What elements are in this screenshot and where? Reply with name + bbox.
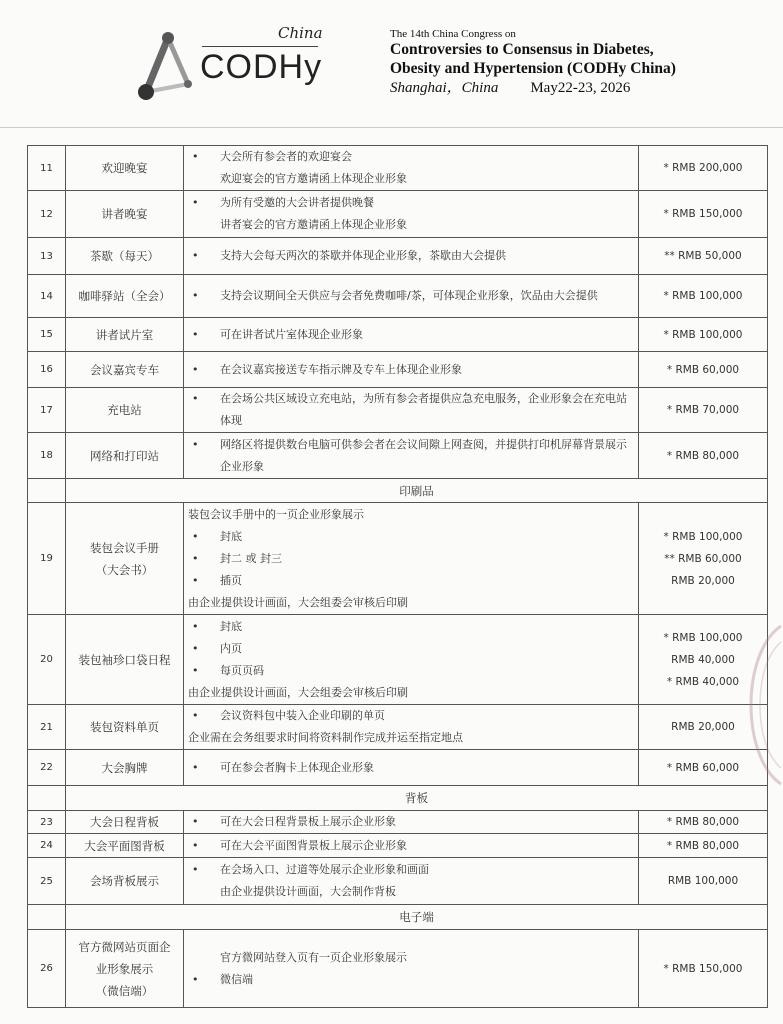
bullet-icon: •: [192, 760, 199, 774]
section-title: 背板: [66, 786, 768, 811]
bullet-icon: •: [192, 362, 199, 376]
bullet-icon: •: [192, 663, 199, 677]
item-name: 咖啡驿站（全会）: [78, 289, 171, 303]
item-price: * RMB 150,000: [663, 208, 743, 220]
description-line: [188, 324, 634, 346]
section-title: 印刷品: [66, 479, 768, 503]
description-text: 由企业提供设计画面，大会组委会审核后印刷: [188, 595, 408, 609]
item-description-cell: [184, 834, 639, 858]
item-price: * RMB 100,000: [663, 530, 743, 543]
empty-cell: [28, 905, 66, 930]
item-name-cell: [66, 615, 184, 705]
item-description-cell: [184, 433, 639, 479]
codhy-logo: [138, 24, 338, 104]
description-text: 封底: [220, 529, 242, 543]
item-number: 22: [28, 750, 66, 786]
description-text: 内页: [220, 641, 242, 655]
official-stamp: [748, 620, 782, 790]
description-line: [188, 881, 634, 903]
table-row: [28, 811, 768, 834]
description-line: [188, 192, 634, 214]
item-name-cell: [66, 750, 184, 786]
item-price-cell: [639, 238, 768, 275]
item-price: * RMB 40,000: [666, 675, 740, 688]
item-number: 11: [28, 146, 66, 191]
header-divider: [0, 127, 783, 128]
description-text: 支持大会每天两次的茶歇并体现企业形象，茶歇由大会提供: [220, 249, 506, 262]
bullet-icon: •: [192, 972, 199, 986]
item-name: 茶歇（每天）: [90, 249, 159, 263]
bullet-icon: •: [192, 150, 199, 163]
description-line: [188, 168, 634, 190]
item-number: 17: [28, 388, 66, 433]
description-line: [188, 660, 634, 682]
description-line: [188, 757, 634, 779]
item-number: 16: [28, 352, 66, 388]
description-text: 官方微网站登入页有一页企业形象展示: [220, 950, 407, 964]
item-description-cell: [184, 811, 639, 834]
item-number: 23: [28, 811, 66, 834]
item-description-cell: [184, 705, 639, 750]
item-price-cell: [639, 352, 768, 388]
item-description-cell: [184, 503, 639, 615]
description-line: [188, 214, 634, 236]
bullet-icon: •: [192, 619, 199, 633]
description-text: 每页页码: [220, 663, 264, 677]
description-text: 在会场入口、过道等处展示企业形象和画面: [220, 863, 429, 876]
item-description-cell: [184, 352, 639, 388]
item-price: * RMB 100,000: [663, 631, 743, 644]
table-row: [28, 433, 768, 479]
item-name: （微信端）: [95, 983, 154, 998]
item-price-cell: [639, 858, 768, 905]
bullet-icon: •: [192, 641, 199, 655]
description-text: 由企业提供设计画面，大会组委会审核后印刷: [188, 685, 408, 699]
bullet-icon: •: [192, 815, 199, 828]
item-price: * RMB 80,000: [666, 816, 740, 828]
item-number: 14: [28, 275, 66, 318]
bullet-icon: •: [192, 249, 199, 262]
item-price: * RMB 80,000: [666, 839, 740, 852]
description-text: 支持会议期间全天供应与会者免费咖啡/茶，可体现企业形象，饮品由大会提供: [220, 289, 598, 302]
section-row: [28, 786, 768, 811]
table-row: [28, 834, 768, 858]
item-name: 讲者晚宴: [101, 207, 148, 221]
item-price: * RMB 70,000: [666, 404, 740, 416]
description-text: 可在大会日程背景板上展示企业形象: [220, 815, 396, 828]
item-description-cell: [184, 146, 639, 191]
item-number: 25: [28, 858, 66, 905]
description-text: 可在大会平面图背景板上展示企业形象: [220, 838, 407, 852]
item-price: * RMB 60,000: [666, 761, 740, 774]
item-description-cell: [184, 318, 639, 352]
item-price: ** RMB 50,000: [664, 250, 742, 262]
item-name: 大会平面图背板: [84, 838, 165, 853]
item-name-cell: [66, 318, 184, 352]
item-name: 业形象展示: [95, 961, 154, 976]
section-title: 电子端: [66, 905, 768, 930]
table-row: [28, 705, 768, 750]
description-line: [188, 682, 634, 704]
item-name: 会场背板展示: [90, 874, 159, 888]
table-row: [28, 930, 768, 1008]
bullet-icon: •: [192, 863, 199, 876]
conference-title-line1: Controversies to Consensus in Diabetes,: [390, 41, 654, 58]
bullet-icon: •: [192, 529, 199, 543]
description-text: 在会场公共区域设立充电站，为所有参会者提供应急充电服务，企业形象会在充电站体现: [220, 392, 627, 427]
table-row: [28, 615, 768, 705]
description-text: 会议资料包中装入企业印刷的单页: [220, 709, 385, 722]
item-name-cell: [66, 834, 184, 858]
item-price-cell: [639, 191, 768, 238]
item-description-cell: [184, 191, 639, 238]
table-row: [28, 503, 768, 615]
item-name-cell: [66, 811, 184, 834]
item-number: 13: [28, 238, 66, 275]
description-text: 封二 或 封三: [220, 551, 282, 565]
item-price: RMB 20,000: [671, 574, 735, 587]
item-name-cell: [66, 858, 184, 905]
description-line: [188, 835, 634, 857]
item-description-cell: [184, 238, 639, 275]
bullet-icon: •: [192, 709, 199, 722]
item-name: 网络和打印站: [90, 448, 159, 463]
item-price: * RMB 200,000: [663, 162, 743, 174]
table-row: [28, 352, 768, 388]
description-line: [188, 969, 634, 991]
item-price: * RMB 80,000: [666, 449, 740, 462]
description-line: [188, 548, 634, 570]
item-price-cell: [639, 388, 768, 433]
conference-edition: The 14th China Congress on: [390, 28, 516, 40]
description-line: [188, 388, 634, 432]
description-line: [188, 245, 634, 267]
empty-cell: [28, 786, 66, 811]
item-description-cell: [184, 615, 639, 705]
description-text: 可在讲者试片室体现企业形象: [220, 327, 363, 341]
sponsorship-table: [27, 145, 768, 1008]
description-line: [188, 616, 634, 638]
item-price-cell: [639, 834, 768, 858]
item-price-cell: [639, 318, 768, 352]
description-line: [188, 727, 634, 749]
description-text: 大会所有参会者的欢迎宴会: [220, 150, 352, 163]
item-price-cell: [639, 503, 768, 615]
section-row: [28, 905, 768, 930]
description-text: 网络区将提供数台电脑可供参会者在会议间隙上网查阅，并提供打印机屏幕背景展示企业形象: [220, 437, 627, 473]
table-row: [28, 146, 768, 191]
description-line: [188, 947, 634, 969]
item-name: （大会书）: [95, 562, 154, 577]
conference-date: May22-23, 2026: [530, 80, 631, 96]
description-text: 在会议嘉宾接送专车指示牌及专车上体现企业形象: [220, 362, 462, 376]
conference-location: Shanghai，China: [390, 80, 499, 96]
item-name: 装包会议手册: [90, 540, 159, 555]
description-line: [188, 859, 634, 881]
item-name-cell: [66, 146, 184, 191]
item-number: 21: [28, 705, 66, 750]
item-description-cell: [184, 858, 639, 905]
description-text: 可在参会者胸卡上体现企业形象: [220, 760, 374, 774]
item-price-cell: [639, 146, 768, 191]
bullet-icon: •: [192, 289, 199, 302]
item-price-cell: [639, 811, 768, 834]
item-price-cell: [639, 275, 768, 318]
item-name-cell: [66, 191, 184, 238]
document-header: [0, 0, 783, 120]
item-number: 24: [28, 834, 66, 858]
item-name: 讲者试片室: [95, 327, 154, 342]
description-text: 企业需在会务组要求时间将资料制作完成并运至指定地点: [188, 731, 463, 744]
item-price: * RMB 150,000: [663, 962, 743, 975]
bullet-icon: •: [192, 196, 199, 209]
description-text: 由企业提供设计画面，大会制作背板: [220, 885, 396, 898]
empty-cell: [28, 479, 66, 503]
item-name-cell: [66, 503, 184, 615]
item-description-cell: [184, 750, 639, 786]
item-number: 15: [28, 318, 66, 352]
description-line: [188, 705, 634, 727]
item-name: 官方微网站页面企: [78, 939, 171, 954]
logo-mark-icon: [138, 30, 198, 102]
item-description-cell: [184, 930, 639, 1008]
bullet-icon: •: [192, 551, 199, 565]
item-name-cell: [66, 388, 184, 433]
item-price: RMB 100,000: [667, 875, 739, 887]
item-name-cell: [66, 352, 184, 388]
table-row: [28, 191, 768, 238]
description-text: 为所有受邀的大会讲者提供晚餐: [220, 196, 374, 209]
item-name: 大会胸牌: [101, 760, 148, 775]
conference-title-block: [390, 28, 676, 98]
description-line: [188, 359, 634, 381]
item-name-cell: [66, 433, 184, 479]
item-name: 装包资料单页: [90, 720, 159, 734]
table-row: [28, 750, 768, 786]
description-text: 微信端: [220, 972, 253, 986]
bullet-icon: •: [192, 327, 199, 341]
bullet-icon: •: [192, 838, 199, 852]
description-line: [188, 592, 634, 614]
table-row: [28, 318, 768, 352]
description-line: [188, 504, 634, 526]
item-name: 充电站: [107, 403, 142, 417]
item-name: 欢迎晚宴: [101, 161, 148, 175]
bullet-icon: •: [192, 437, 199, 451]
logo-codhy-text: CODHy: [200, 48, 323, 86]
table-row: [28, 238, 768, 275]
item-price-cell: [639, 930, 768, 1008]
item-price: * RMB 100,000: [663, 328, 743, 341]
item-name-cell: [66, 930, 184, 1008]
description-line: [188, 638, 634, 660]
item-number: 20: [28, 615, 66, 705]
item-description-cell: [184, 275, 639, 318]
logo-divider: [202, 46, 318, 47]
item-number: 19: [28, 503, 66, 615]
item-number: 26: [28, 930, 66, 1008]
description-line: [188, 526, 634, 548]
table-row: [28, 275, 768, 318]
item-price: * RMB 60,000: [666, 363, 740, 376]
description-line: [188, 285, 634, 307]
table-row: [28, 858, 768, 905]
description-text: 欢迎宴会的官方邀请函上体现企业形象: [220, 172, 407, 185]
item-name: 大会日程背板: [90, 815, 159, 829]
section-row: [28, 479, 768, 503]
logo-china-text: China: [278, 24, 323, 42]
bullet-icon: •: [192, 573, 199, 587]
bullet-icon: •: [192, 392, 199, 405]
description-text: 插页: [220, 573, 242, 587]
description-text: 封底: [220, 619, 242, 633]
item-name-cell: [66, 275, 184, 318]
description-line: [188, 434, 634, 478]
item-number: 12: [28, 191, 66, 238]
table-row: [28, 388, 768, 433]
conference-title-line2: Obesity and Hypertension (CODHy China): [390, 60, 676, 77]
description-text: 讲者宴会的官方邀请函上体现企业形象: [220, 218, 407, 231]
description-line: [188, 146, 634, 168]
item-price: * RMB 100,000: [663, 290, 743, 302]
item-name: 装包袖珍口袋日程: [78, 652, 171, 667]
item-description-cell: [184, 388, 639, 433]
description-line: [188, 570, 634, 592]
item-price: RMB 20,000: [671, 721, 735, 733]
item-price: RMB 40,000: [671, 653, 735, 666]
item-number: 18: [28, 433, 66, 479]
item-price: ** RMB 60,000: [664, 552, 742, 565]
item-name-cell: [66, 238, 184, 275]
item-price-cell: [639, 433, 768, 479]
description-text: 装包会议手册中的一页企业形象展示: [188, 507, 364, 521]
item-name-cell: [66, 705, 184, 750]
description-line: [188, 811, 634, 833]
item-name: 会议嘉宾专车: [90, 362, 159, 377]
